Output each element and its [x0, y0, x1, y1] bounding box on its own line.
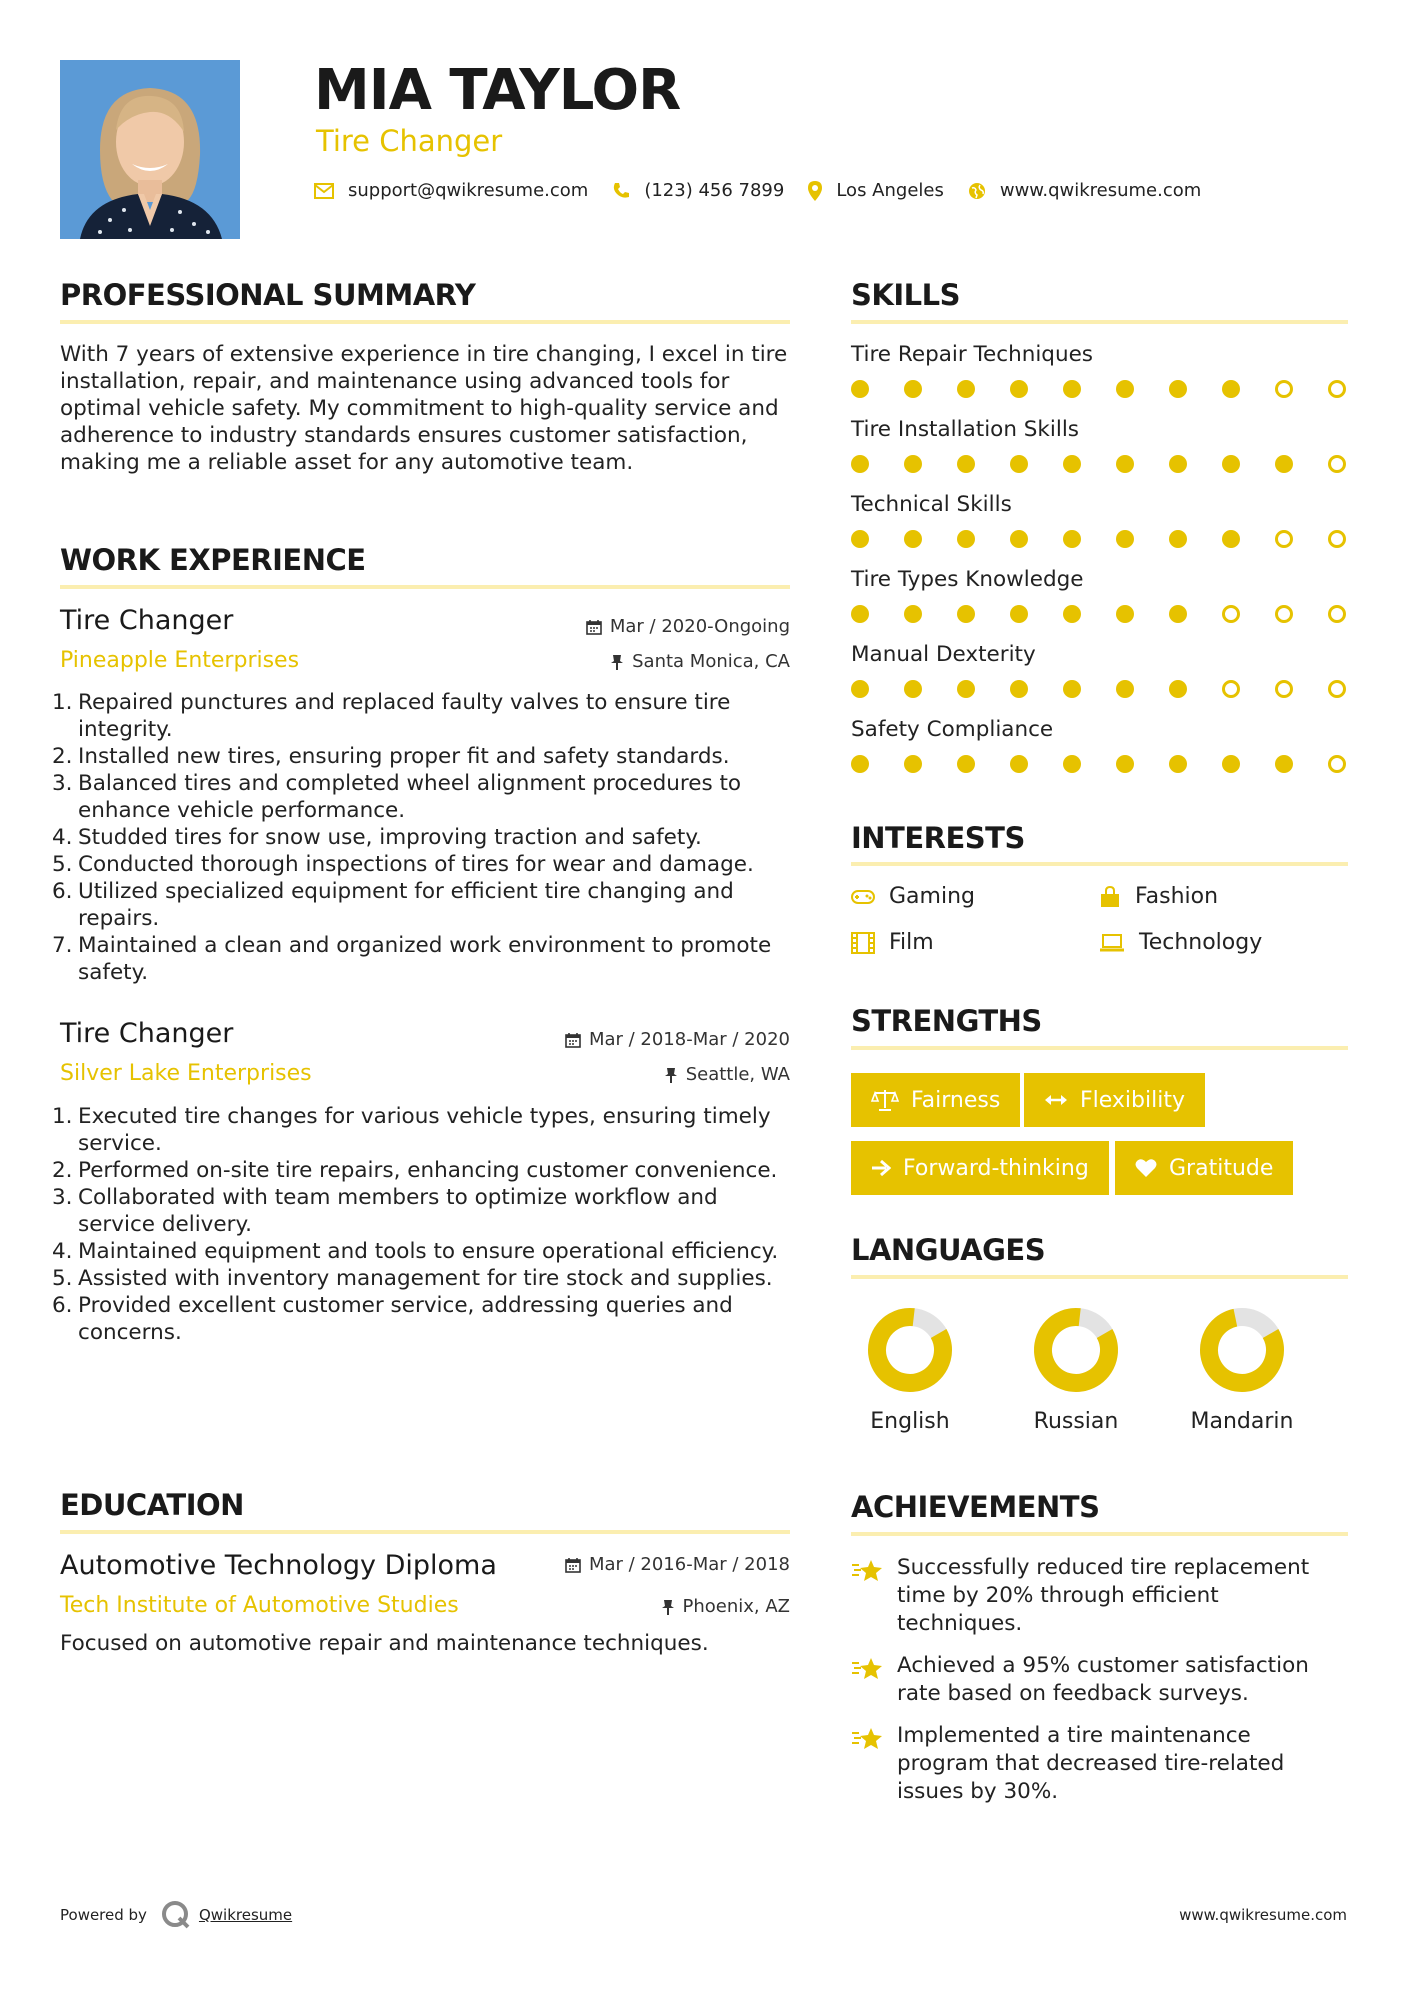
- achievement-text: Implemented a tire maintenance program that decreased tire-related issues by 30%.: [897, 1723, 1285, 1804]
- list-item: 2. Performed on-site tire repairs, enhancing customer convenience.: [52, 1158, 778, 1183]
- rating-dot-empty: [1328, 605, 1346, 623]
- job-bullets: [52, 689, 797, 986]
- strength-flexibility: [1024, 1073, 1205, 1127]
- achievement-text: Achieved a 95% customer satisfaction rate based on feedback surveys.: [897, 1653, 1309, 1706]
- rating-dot-empty: [1275, 605, 1293, 623]
- rating-dot-filled: [1169, 455, 1187, 473]
- rating-dot-filled: [904, 530, 922, 548]
- strength-label: Flexibility: [1080, 1087, 1185, 1113]
- rating-dot-filled: [1222, 530, 1240, 548]
- language-mandarin: [1187, 1305, 1297, 1434]
- interests-heading: INTERESTS: [851, 821, 1025, 855]
- education-date-text: Mar / 2016-Mar / 2018: [588, 1554, 790, 1575]
- rating-dot-filled: [1116, 605, 1134, 623]
- job-location: [610, 651, 790, 672]
- candidate-role: Tire Changer: [316, 124, 503, 158]
- shooting-star-icon: [851, 1725, 883, 1751]
- skill-rating: [851, 455, 1381, 473]
- donut-fill: [865, 1305, 955, 1395]
- profile-photo: [60, 60, 240, 239]
- education-date: [565, 1554, 790, 1575]
- rating-dot-filled: [1222, 755, 1240, 773]
- rating-dot-filled: [851, 755, 869, 773]
- phone-icon: [612, 182, 630, 200]
- skill-rating: [851, 680, 1381, 698]
- achievement-text: Successfully reduced tire replacement time by 20% through efficient techniques.: [897, 1555, 1310, 1636]
- language-label: Mandarin: [1190, 1409, 1294, 1434]
- rating-dot-filled: [1169, 605, 1187, 623]
- footer-powered-by: [60, 1900, 292, 1930]
- rating-dot-empty: [1275, 530, 1293, 548]
- rating-dot-filled: [851, 530, 869, 548]
- rating-dot-filled: [1116, 530, 1134, 548]
- skill-name: Safety Compliance: [851, 717, 1054, 742]
- education-description: Focused on automotive repair and maintenance techniques.: [60, 1631, 709, 1656]
- rating-dot-filled: [1010, 530, 1028, 548]
- rating-dot-filled: [904, 380, 922, 398]
- rating-dot-filled: [1063, 680, 1081, 698]
- list-item: 6. Utilized specialized equipment for efficient tire changing and repairs.: [52, 879, 734, 931]
- list-item: 4. Maintained equipment and tools to ensure operational efficiency.: [52, 1239, 779, 1264]
- candidate-name: MIA TAYLOR: [314, 58, 681, 123]
- rating-dot-filled: [1010, 680, 1028, 698]
- interest-label: Gaming: [889, 884, 975, 909]
- achievement-item: [851, 1652, 1348, 1708]
- rating-dot-filled: [1116, 380, 1134, 398]
- phone-text: (123) 456 7899: [644, 180, 785, 201]
- skill-name: Manual Dexterity: [851, 642, 1036, 667]
- arrow-right-icon: [871, 1159, 891, 1177]
- skill-rating: [851, 605, 1381, 623]
- rating-dot-filled: [904, 755, 922, 773]
- skill-name: Tire Repair Techniques: [851, 342, 1094, 367]
- rating-dot-filled: [1063, 605, 1081, 623]
- achievement-item: [851, 1722, 1348, 1806]
- list-item: 6. Provided excellent customer service, addressing queries and concerns.: [52, 1293, 733, 1345]
- rating-dot-empty: [1328, 455, 1346, 473]
- heart-icon: [1135, 1158, 1157, 1178]
- summary-heading: PROFESSIONAL SUMMARY: [60, 278, 476, 312]
- rating-dot-filled: [1169, 530, 1187, 548]
- rating-dot-filled: [1010, 605, 1028, 623]
- laptop-icon: [1099, 934, 1125, 952]
- location-text: Los Angeles: [836, 180, 944, 201]
- education-location: [661, 1596, 791, 1617]
- rating-dot-filled: [1169, 680, 1187, 698]
- interests-divider: [851, 862, 1348, 866]
- strengths-divider: [851, 1046, 1348, 1050]
- skills-divider: [851, 320, 1348, 324]
- strength-forward-thinking: [851, 1141, 1109, 1195]
- interest-gaming: [851, 884, 975, 909]
- degree-title: Automotive Technology Diploma: [60, 1550, 497, 1581]
- rating-dot-filled: [1169, 755, 1187, 773]
- shooting-star-icon: [851, 1655, 883, 1681]
- education-location-text: Phoenix, AZ: [682, 1596, 790, 1617]
- language-donut: [1197, 1305, 1287, 1395]
- job-company: Pineapple Enterprises: [60, 648, 300, 673]
- skill-name: Tire Types Knowledge: [851, 567, 1084, 592]
- strength-label: Fairness: [911, 1087, 1001, 1113]
- experience-heading: WORK EXPERIENCE: [60, 543, 366, 577]
- envelope-icon: [314, 183, 334, 199]
- qwikresume-logo-icon: [161, 1900, 191, 1930]
- rating-dot-filled: [957, 680, 975, 698]
- summary-text: With 7 years of extensive experience in tire changing, I excel in tire installation, repair, and maintenance using advanced tools for optimal vehicle safety. My commitment to high-quality service and adherence to industry standards ensures customer satisfaction, making me a reliable asset for any automotive team.: [60, 342, 788, 475]
- job-bullets: [52, 1103, 797, 1346]
- skill-name: Tire Installation Skills: [851, 417, 1080, 442]
- list-item: 7. Maintained a clean and organized work environment to promote safety.: [52, 933, 772, 985]
- education-heading: EDUCATION: [60, 1488, 244, 1522]
- rating-dot-filled: [851, 680, 869, 698]
- rating-dot-filled: [1010, 455, 1028, 473]
- interest-label: Technology: [1139, 930, 1263, 955]
- rating-dot-filled: [904, 605, 922, 623]
- rating-dot-filled: [957, 605, 975, 623]
- rating-dot-filled: [1010, 380, 1028, 398]
- arrows-horizontal-icon: [1044, 1093, 1068, 1107]
- rating-dot-empty: [1222, 605, 1240, 623]
- language-english: [855, 1305, 965, 1434]
- rating-dot-empty: [1328, 530, 1346, 548]
- calendar-icon: [586, 619, 602, 635]
- language-label: Russian: [1033, 1409, 1119, 1434]
- experience-divider: [60, 585, 790, 589]
- contact-email[interactable]: [314, 180, 588, 201]
- job-company: Silver Lake Enterprises: [60, 1061, 312, 1086]
- job-title: Tire Changer: [60, 605, 234, 636]
- rating-dot-filled: [1063, 530, 1081, 548]
- donut-fill: [1031, 1305, 1121, 1395]
- email-text: support@qwikresume.com: [348, 180, 589, 201]
- interest-technology: [1099, 930, 1262, 955]
- map-pin-icon: [808, 181, 822, 201]
- globe-icon: [968, 182, 986, 200]
- rating-dot-filled: [1116, 680, 1134, 698]
- interest-fashion: [1099, 884, 1218, 909]
- list-item: 5. Assisted with inventory management for tire stock and supplies.: [52, 1266, 773, 1291]
- job-title: Tire Changer: [60, 1018, 234, 1049]
- pushpin-icon: [661, 1599, 675, 1615]
- strength-gratitude: [1115, 1141, 1293, 1195]
- pushpin-icon: [664, 1067, 678, 1083]
- rating-dot-filled: [1063, 455, 1081, 473]
- rating-dot-filled: [904, 455, 922, 473]
- achievements-divider: [851, 1532, 1348, 1536]
- achievements-heading: ACHIEVEMENTS: [851, 1490, 1100, 1524]
- summary-divider: [60, 320, 790, 324]
- language-label: English: [870, 1409, 950, 1434]
- shooting-star-icon: [851, 1557, 883, 1583]
- gamepad-icon: [851, 889, 875, 905]
- rating-dot-filled: [1222, 455, 1240, 473]
- strength-label: Forward-thinking: [903, 1155, 1089, 1181]
- rating-dot-filled: [957, 455, 975, 473]
- job-date: [586, 616, 790, 637]
- rating-dot-filled: [957, 755, 975, 773]
- footer-website[interactable]: www.qwikresume.com: [1179, 1906, 1347, 1924]
- rating-dot-filled: [851, 380, 869, 398]
- skill-rating: [851, 755, 1381, 773]
- film-icon: [851, 932, 875, 954]
- pushpin-icon: [610, 654, 624, 670]
- rating-dot-filled: [851, 455, 869, 473]
- interest-film: [851, 930, 934, 955]
- rating-dot-filled: [1169, 380, 1187, 398]
- rating-dot-filled: [1063, 755, 1081, 773]
- job-date-text: Mar / 2020-Ongoing: [609, 616, 790, 637]
- language-donut: [865, 1305, 955, 1395]
- job-date-text: Mar / 2018-Mar / 2020: [588, 1029, 790, 1050]
- rating-dot-filled: [957, 530, 975, 548]
- contact-website[interactable]: [968, 180, 1201, 201]
- contact-bar: [314, 180, 1225, 201]
- job-location-text: Santa Monica, CA: [632, 651, 790, 672]
- rating-dot-filled: [1275, 455, 1293, 473]
- languages-heading: LANGUAGES: [851, 1233, 1046, 1267]
- rating-dot-filled: [1116, 455, 1134, 473]
- bag-icon: [1099, 886, 1121, 908]
- list-item: 4. Studded tires for snow use, improving traction and safety.: [52, 825, 702, 850]
- calendar-icon: [565, 1032, 581, 1048]
- language-donut: [1031, 1305, 1121, 1395]
- rating-dot-filled: [1275, 755, 1293, 773]
- job-location: [664, 1064, 790, 1085]
- rating-dot-filled: [904, 680, 922, 698]
- rating-dot-filled: [1010, 755, 1028, 773]
- job-date: [565, 1029, 790, 1050]
- rating-dot-filled: [1116, 755, 1134, 773]
- rating-dot-filled: [851, 605, 869, 623]
- list-item: 3. Balanced tires and completed wheel alignment procedures to enhance vehicle performance.: [52, 771, 742, 823]
- rating-dot-filled: [957, 380, 975, 398]
- languages-divider: [851, 1275, 1348, 1279]
- qwikresume-link[interactable]: Qwikresume: [198, 1906, 293, 1924]
- achievement-item: [851, 1554, 1348, 1638]
- rating-dot-empty: [1275, 680, 1293, 698]
- list-item: 3. Collaborated with team members to optimize workflow and service delivery.: [52, 1185, 718, 1237]
- skill-rating: [851, 380, 1381, 398]
- interest-label: Film: [889, 930, 934, 955]
- school-name: Tech Institute of Automotive Studies: [60, 1593, 459, 1618]
- skill-name: Technical Skills: [851, 492, 1012, 517]
- list-item: 2. Installed new tires, ensuring proper fit and safety standards.: [52, 744, 730, 769]
- job-location-text: Seattle, WA: [685, 1064, 790, 1085]
- skills-heading: SKILLS: [851, 278, 960, 312]
- rating-dot-filled: [1222, 380, 1240, 398]
- contact-phone[interactable]: [612, 180, 784, 201]
- rating-dot-empty: [1275, 380, 1293, 398]
- language-russian: [1021, 1305, 1131, 1434]
- rating-dot-empty: [1222, 680, 1240, 698]
- strengths-heading: STRENGTHS: [851, 1004, 1042, 1038]
- balance-scale-icon: [871, 1089, 899, 1111]
- list-item: 1. Executed tire changes for various vehicle types, ensuring timely service.: [52, 1104, 771, 1156]
- list-item: 1. Repaired punctures and replaced faulty valves to ensure tire integrity.: [52, 690, 731, 742]
- rating-dot-empty: [1328, 380, 1346, 398]
- powered-by-text: Powered by: [60, 1906, 147, 1924]
- list-item: 5. Conducted thorough inspections of tires for wear and damage.: [52, 852, 754, 877]
- education-divider: [60, 1530, 790, 1534]
- rating-dot-empty: [1328, 680, 1346, 698]
- website-text: www.qwikresume.com: [999, 180, 1202, 201]
- rating-dot-empty: [1328, 755, 1346, 773]
- interest-label: Fashion: [1135, 884, 1219, 909]
- strength-fairness: [851, 1073, 1020, 1127]
- rating-dot-filled: [1063, 380, 1081, 398]
- contact-location: [808, 180, 944, 201]
- skill-rating: [851, 530, 1381, 548]
- strength-label: Gratitude: [1169, 1155, 1274, 1181]
- calendar-icon: [565, 1557, 581, 1573]
